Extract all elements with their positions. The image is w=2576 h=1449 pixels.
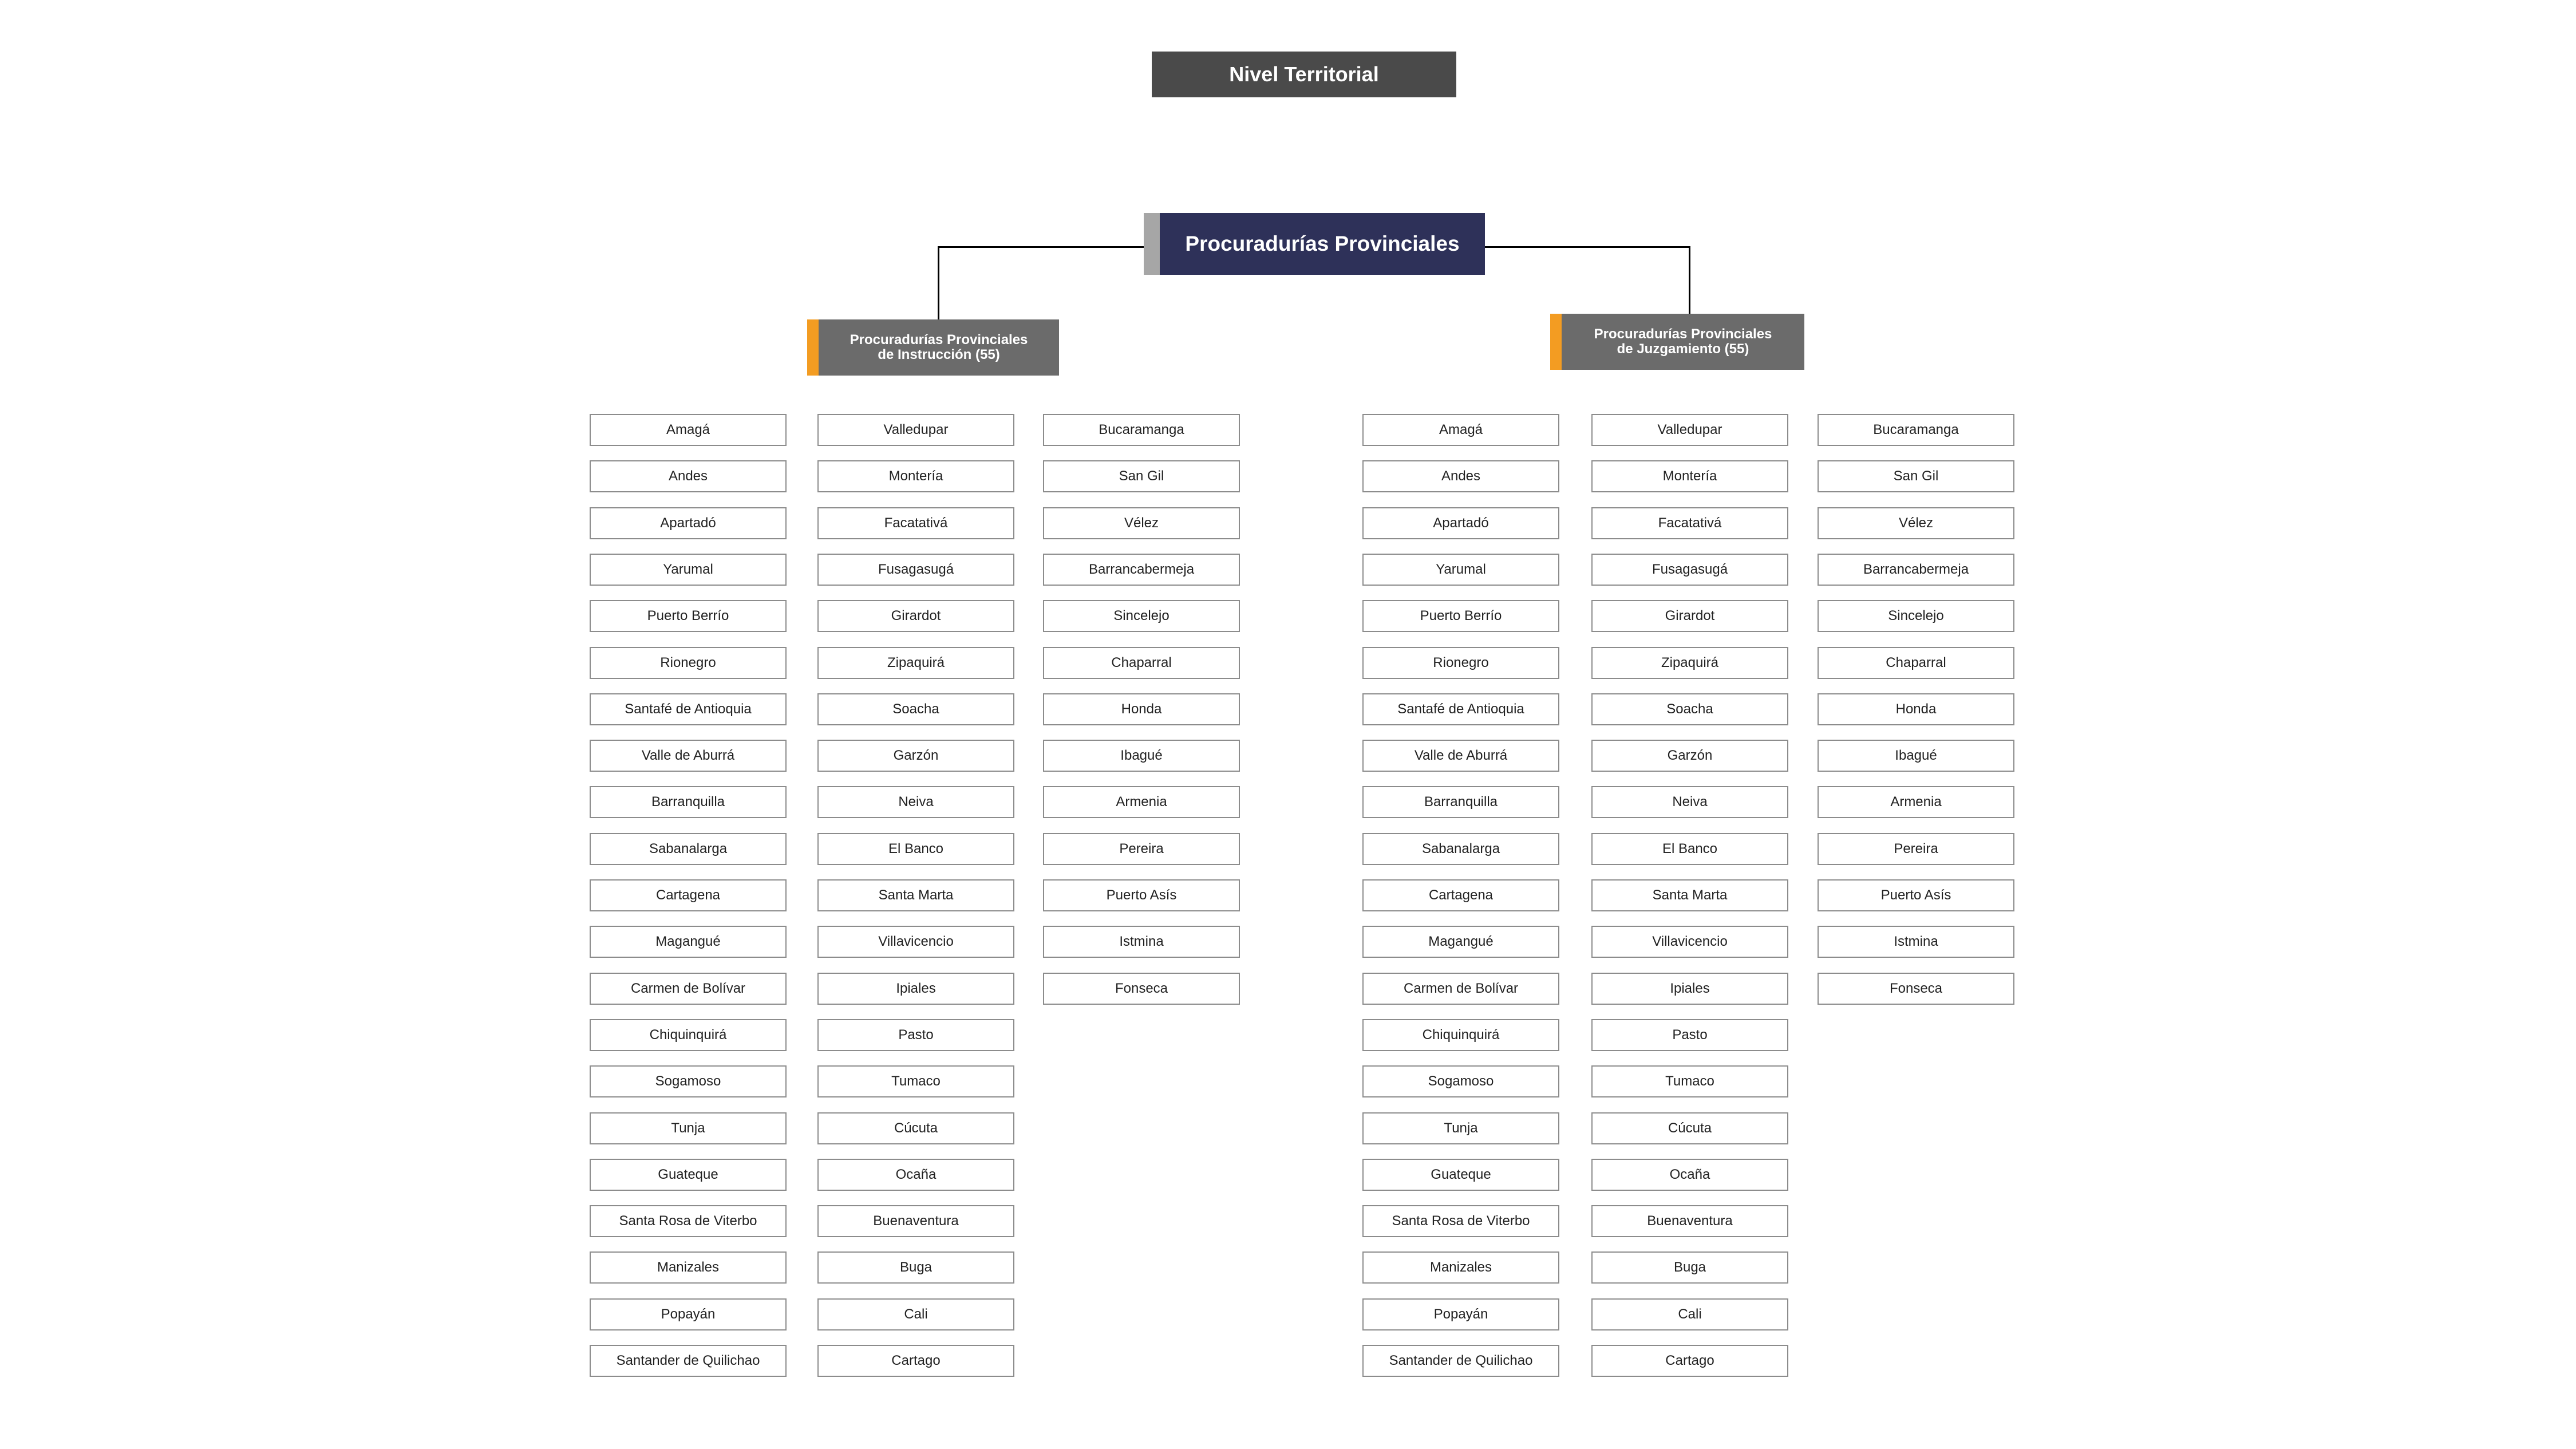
city-box: Santa Marta [1591,879,1788,911]
city-box: Tumaco [817,1065,1014,1097]
city-box: Magangué [590,926,787,958]
city-box: Montería [1591,460,1788,492]
city-box: Cali [817,1298,1014,1330]
city-box: Cartagena [590,879,787,911]
branch-node-title: Procuradurías Provinciales de Juzgamiento (55) [1562,314,1804,370]
city-box: Sincelejo [1818,600,2014,632]
branch-node-stripe [1550,314,1562,370]
city-box: Honda [1818,693,2014,725]
city-box: Pasto [1591,1019,1788,1051]
city-box: Soacha [817,693,1014,725]
city-box: Pasto [817,1019,1014,1051]
city-box: Facatativá [1591,507,1788,539]
city-box: El Banco [1591,833,1788,865]
city-box: Garzón [817,740,1014,772]
city-box: Popayán [590,1298,787,1330]
city-box: Buenaventura [817,1205,1014,1237]
top-title: Nivel Territorial [1152,52,1456,97]
city-box: Puerto Berrío [590,600,787,632]
city-box: Honda [1043,693,1240,725]
city-box: Amagá [590,414,787,446]
city-box: Apartadó [590,507,787,539]
city-box: Carmen de Bolívar [590,973,787,1005]
city-box: Yarumal [590,554,787,586]
city-box: Tunja [590,1112,787,1144]
city-box: Buenaventura [1591,1205,1788,1237]
city-box: Tunja [1362,1112,1559,1144]
branch-node-title: Procuradurías Provinciales de Instrucción (55) [819,319,1059,376]
city-box: Manizales [1362,1251,1559,1284]
city-box: Valledupar [817,414,1014,446]
city-box: Fusagasugá [1591,554,1788,586]
city-box: Chaparral [1043,647,1240,679]
city-box: Ibagué [1043,740,1240,772]
city-box: Puerto Berrío [1362,600,1559,632]
city-box: Andes [590,460,787,492]
city-box: Apartadó [1362,507,1559,539]
city-box: Ocaña [817,1159,1014,1191]
city-box: Vélez [1043,507,1240,539]
city-box: Carmen de Bolívar [1362,973,1559,1005]
city-box: Yarumal [1362,554,1559,586]
city-box: Cúcuta [817,1112,1014,1144]
city-box: Rionegro [1362,647,1559,679]
branch-node-instruccion [807,319,1059,376]
city-box: Ipiales [817,973,1014,1005]
city-box: Santa Rosa de Viterbo [590,1205,787,1237]
city-box: San Gil [1043,460,1240,492]
city-box: Soacha [1591,693,1788,725]
city-box: Manizales [590,1251,787,1284]
city-box: Santa Rosa de Viterbo [1362,1205,1559,1237]
city-box: Andes [1362,460,1559,492]
city-box: Montería [817,460,1014,492]
city-box: Pereira [1818,833,2014,865]
city-box: Armenia [1043,786,1240,818]
main-node [1144,213,1485,275]
city-box: Sincelejo [1043,600,1240,632]
city-box: Tumaco [1591,1065,1788,1097]
main-node-stripe [1144,213,1160,275]
city-box: Villavicencio [817,926,1014,958]
city-box: Santa Marta [817,879,1014,911]
city-box: Magangué [1362,926,1559,958]
city-box: Garzón [1591,740,1788,772]
city-box: Istmina [1043,926,1240,958]
city-box: Neiva [817,786,1014,818]
city-box: Pereira [1043,833,1240,865]
city-box: Valledupar [1591,414,1788,446]
city-box: Rionegro [590,647,787,679]
city-box: Fonseca [1818,973,2014,1005]
city-box: Cali [1591,1298,1788,1330]
city-box: Cartago [1591,1345,1788,1377]
connector-left-vertical [938,246,939,319]
city-box: Armenia [1818,786,2014,818]
city-box: El Banco [817,833,1014,865]
city-box: Ocaña [1591,1159,1788,1191]
city-box: Valle de Aburrá [590,740,787,772]
city-box: Santafé de Antioquia [1362,693,1559,725]
city-box: Santander de Quilichao [1362,1345,1559,1377]
connector-right-horizontal [1485,246,1689,248]
city-box: Bucaramanga [1043,414,1240,446]
city-box: Sogamoso [1362,1065,1559,1097]
city-box: Chiquinquirá [590,1019,787,1051]
connector-left-horizontal [938,246,1144,248]
city-box: Fonseca [1043,973,1240,1005]
city-box: San Gil [1818,460,2014,492]
city-box: Barranquilla [590,786,787,818]
city-box: Guateque [590,1159,787,1191]
city-box: Barranquilla [1362,786,1559,818]
city-box: Barrancabermeja [1818,554,2014,586]
connector-right-vertical [1689,246,1690,314]
city-box: Cúcuta [1591,1112,1788,1144]
branch-node-stripe [807,319,819,376]
city-box: Guateque [1362,1159,1559,1191]
city-box: Zipaquirá [817,647,1014,679]
city-box: Sabanalarga [1362,833,1559,865]
city-box: Sabanalarga [590,833,787,865]
city-box: Vélez [1818,507,2014,539]
city-box: Villavicencio [1591,926,1788,958]
city-box: Barrancabermeja [1043,554,1240,586]
city-box: Cartagena [1362,879,1559,911]
city-box: Santafé de Antioquia [590,693,787,725]
city-box: Popayán [1362,1298,1559,1330]
city-box: Chaparral [1818,647,2014,679]
city-box: Bucaramanga [1818,414,2014,446]
city-box: Ipiales [1591,973,1788,1005]
city-box: Sogamoso [590,1065,787,1097]
city-box: Ibagué [1818,740,2014,772]
city-box: Valle de Aburrá [1362,740,1559,772]
branch-node-juzgamiento [1550,314,1804,370]
city-box: Buga [1591,1251,1788,1284]
city-box: Zipaquirá [1591,647,1788,679]
city-box: Puerto Asís [1818,879,2014,911]
city-box: Istmina [1818,926,2014,958]
city-box: Fusagasugá [817,554,1014,586]
city-box: Cartago [817,1345,1014,1377]
city-box: Puerto Asís [1043,879,1240,911]
city-box: Santander de Quilichao [590,1345,787,1377]
city-box: Girardot [1591,600,1788,632]
city-box: Neiva [1591,786,1788,818]
city-box: Amagá [1362,414,1559,446]
main-node-title: Procuradurías Provinciales [1160,213,1485,275]
city-box: Buga [817,1251,1014,1284]
city-box: Girardot [817,600,1014,632]
city-box: Facatativá [817,507,1014,539]
city-box: Chiquinquirá [1362,1019,1559,1051]
